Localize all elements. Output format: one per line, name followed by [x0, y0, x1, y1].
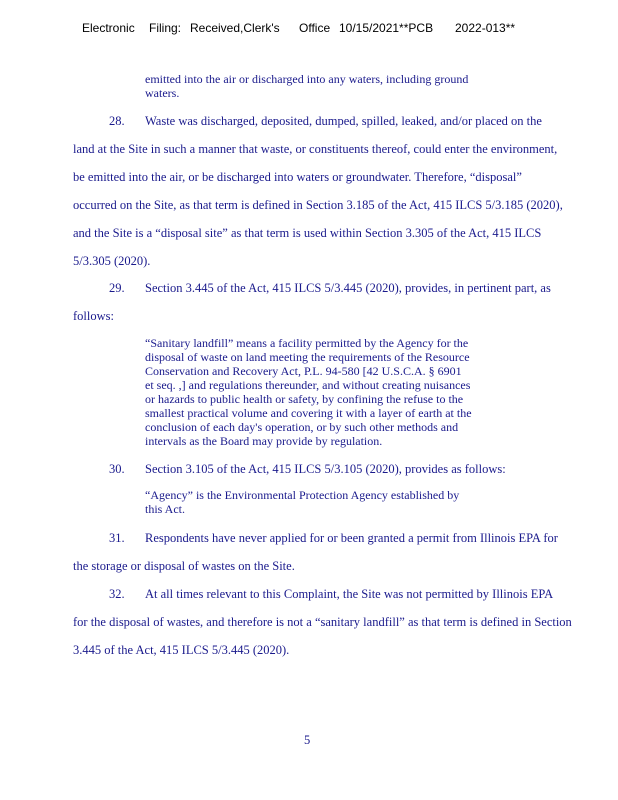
paragraph-29-line-2: follows:	[73, 309, 114, 323]
paragraph-28-line-3: be emitted into the air, or be discharged into waters or groundwater. Therefore, “disposal”	[73, 170, 522, 184]
paragraph-number-31: 31.	[109, 531, 125, 545]
quote-29-line-8: intervals as the Board may provide by regulation.	[145, 434, 383, 448]
paragraph-28-line-6: 5/3.305 (2020).	[73, 254, 151, 268]
quote-29-line-3: Conservation and Recovery Act, P.L. 94-580 [42 U.S.C.A. § 6901	[145, 364, 462, 378]
paragraph-32-line-1: At all times relevant to this Complaint, the Site was not permitted by Illinois EPA	[145, 587, 554, 601]
header-office: Office	[299, 21, 331, 35]
paragraph-30-line-1: Section 3.105 of the Act, 415 ILCS 5/3.105 (2020), provides as follows:	[145, 462, 506, 476]
paragraph-31-line-1: Respondents have never applied for or been granted a permit from Illinois EPA for	[145, 531, 558, 545]
header-received: Received,Clerk's	[190, 21, 280, 35]
paragraph-32-line-3: 3.445 of the Act, 415 ILCS 5/3.445 (2020).	[73, 643, 290, 657]
quote-29-line-6: smallest practical volume and covering it with a layer of earth at the	[145, 406, 472, 420]
paragraph-28-line-5: and the Site is a “disposal site” as that term is used within Section 3.305 of the Act, 415 ILCS	[73, 226, 542, 240]
paragraph-32-line-2: for the disposal of wastes, and therefore is not a “sanitary landfill” as that term is defined in Section	[73, 615, 572, 629]
header-case-number: 2022-013**	[455, 21, 516, 35]
paragraph-number-29: 29.	[109, 281, 125, 295]
header-date: 10/15/2021**PCB	[339, 21, 434, 35]
paragraph-28-line-4: occurred on the Site, as that term is defined in Section 3.185 of the Act, 415 ILCS 5/3.185 (2020),	[73, 198, 563, 212]
quote-29-line-1: “Sanitary landfill” means a facility permitted by the Agency for the	[145, 336, 469, 350]
paragraph-28-line-1: Waste was discharged, deposited, dumped, spilled, leaked, and/or placed on the	[145, 114, 542, 128]
quote-continuation-line-1: emitted into the air or discharged into any waters, including ground	[145, 72, 469, 86]
paragraph-number-32: 32.	[109, 587, 125, 601]
paragraph-number-30: 30.	[109, 462, 125, 476]
quote-29-line-4: et seq. ,] and regulations thereunder, and without creating nuisances	[145, 378, 471, 392]
header-electronic: Electronic	[82, 21, 135, 35]
paragraph-number-28: 28.	[109, 114, 125, 128]
quote-29-line-5: or hazards to public health or safety, by confining the refuse to the	[145, 392, 464, 406]
page-number: 5	[304, 733, 311, 747]
quote-29-line-7: conclusion of each day's operation, or by such other methods and	[145, 420, 459, 434]
paragraph-28-line-2: land at the Site in such a manner that waste, or constituents thereof, could enter the environment,	[73, 142, 558, 156]
quote-30-line-2: this Act.	[145, 502, 186, 516]
header-filing: Filing:	[149, 21, 182, 35]
quote-30-line-1: “Agency” is the Environmental Protection Agency established by	[145, 488, 460, 502]
paragraph-31-line-2: the storage or disposal of wastes on the Site.	[73, 559, 295, 573]
quote-29-line-2: disposal of waste on land meeting the requirements of the Resource	[145, 350, 470, 364]
paragraph-29-line-1: Section 3.445 of the Act, 415 ILCS 5/3.445 (2020), provides, in pertinent part, as	[145, 281, 551, 295]
quote-continuation-line-2: waters.	[145, 86, 180, 100]
